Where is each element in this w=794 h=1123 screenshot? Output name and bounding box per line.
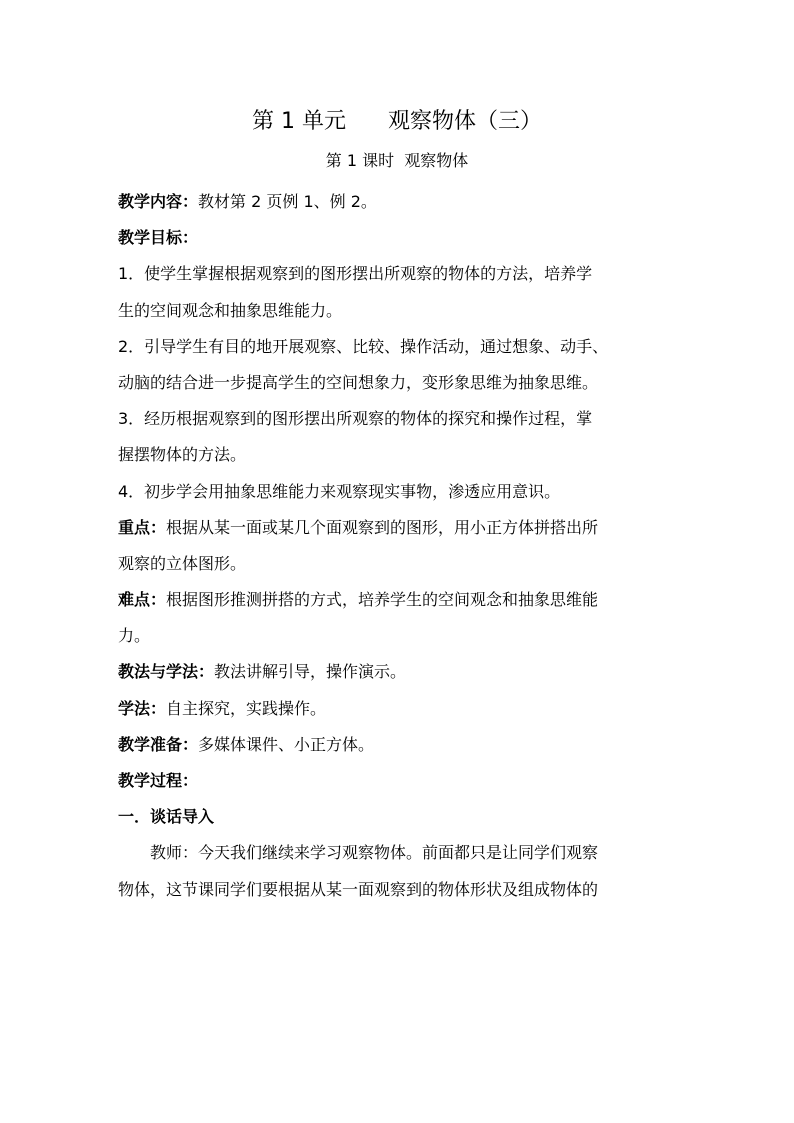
- goals-heading: 教学目标：: [118, 228, 199, 248]
- key-point-text: 根据从某一面或某几个面观察到的图形，用小正方体拼搭出所: [166, 517, 599, 537]
- goal-1-line-1: 1．使学生掌握根据观察到的图形摆出所观察的物体的方法，培养学: [118, 264, 593, 284]
- key-point-line-2: 观察的立体图形。: [118, 553, 247, 573]
- goal-2-line-1: 2．引导学生有目的地开展观察、比较、操作活动，通过想象、动手、: [118, 336, 609, 356]
- goal-4: 4．初步学会用抽象思维能力来观察现实事物，渗透应用意识。: [118, 481, 561, 501]
- goal-1-line-2: 生的空间观念和抽象思维能力。: [118, 300, 343, 320]
- section-1-heading: 一．谈话导入: [118, 807, 215, 827]
- goal-3-line-2: 握摆物体的方法。: [118, 445, 247, 465]
- document-body: [118, 184, 688, 908]
- page-title: 第 1 单元 观察物体（三）: [252, 109, 542, 134]
- method-line: [118, 654, 688, 690]
- prep-line: [118, 727, 688, 763]
- difficulty-text: 根据图形推测拼搭的方式，培养学生的空间观念和抽象思维能: [166, 590, 599, 610]
- paragraph-1-line-1: 教师：今天我们继续来学习观察物体。前面都只是让同学们观察: [150, 843, 599, 863]
- method-label: 教法与学法：: [118, 662, 215, 682]
- paragraph-1-line-2: 物体，这节课同学们要根据从某一面观察到的物体形状及组成物体的: [118, 879, 599, 899]
- goal-2-line-2: 动脑的结合进一步提高学生的空间想象力，变形象思维为抽象思维。: [118, 372, 599, 392]
- goal-3-line-1: 3．经历根据观察到的图形摆出所观察的物体的探究和操作过程，掌: [118, 409, 593, 429]
- difficulty-line-1: [118, 582, 688, 618]
- method-text: 教法讲解引导，操作演示。: [214, 662, 407, 682]
- key-point-line-1: [118, 510, 688, 546]
- process-heading: 教学过程：: [118, 771, 199, 790]
- teaching-content-label: 教学内容：: [118, 192, 199, 211]
- prep-label: 教学准备：: [118, 734, 199, 754]
- key-point-label: 重点：: [118, 517, 167, 537]
- learning-text: 自主探究，实践操作。: [166, 698, 327, 718]
- learning-line: [118, 691, 688, 727]
- teaching-content-line: [118, 184, 688, 220]
- teaching-content-text: 教材第 2 页例 1、例 2。: [198, 192, 377, 211]
- difficulty-line-2: 力。: [118, 626, 151, 646]
- lesson-subtitle: 第 1 课时 观察物体: [325, 151, 469, 170]
- difficulty-label: 难点：: [118, 590, 167, 610]
- prep-text: 多媒体课件、小正方体。: [198, 734, 375, 754]
- learning-label: 学法：: [118, 698, 167, 718]
